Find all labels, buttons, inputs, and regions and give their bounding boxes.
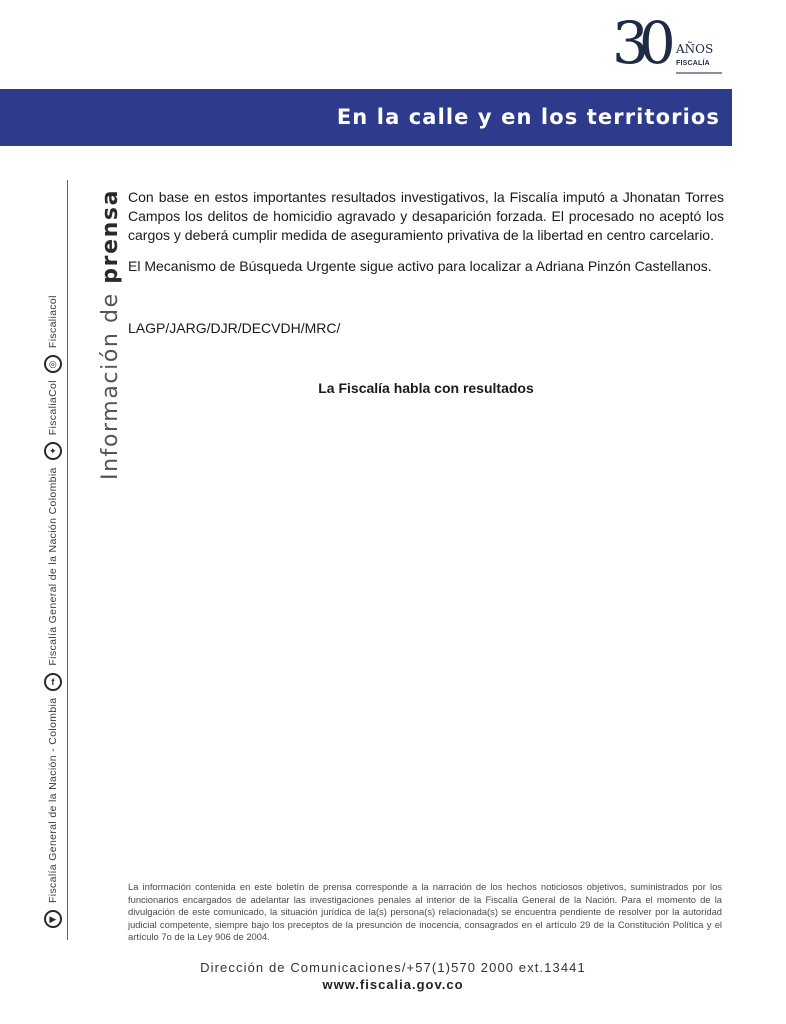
body-paragraph-1: Con base en estos importantes resultados investigativos, la Fiscalía imputó a Jhonatan Torres Campos los delitos de homicidio agravado y desaparición forzada. El procesado no aceptó los cargos y deberá cumplir medida de aseguramiento privativa de la libertad en centro carcelario.	[128, 189, 724, 243]
footer-website[interactable]: www.fiscalia.gov.co	[322, 977, 464, 992]
sidebar-text-3: FiscaliaCol	[47, 380, 59, 436]
footer-contact: Dirección de Comunicaciones/+57(1)570 2000 ext.13441	[200, 960, 586, 975]
facebook-icon[interactable]: f	[44, 673, 62, 691]
instagram-icon[interactable]: ◎	[44, 355, 62, 373]
logo-number: 30	[612, 9, 666, 77]
logo-brand: FISCALÍA	[676, 60, 710, 67]
reference-code: LAGP/JARG/DJR/DECVDH/MRC/	[128, 320, 341, 336]
social-sidebar	[44, 295, 62, 935]
sidebar-text-1: Fiscalía General de la Nación - Colombia	[47, 697, 59, 903]
twitter-icon[interactable]: ✦	[44, 442, 62, 460]
press-body	[128, 188, 724, 288]
section-label-light: Información de	[98, 292, 123, 480]
header-banner	[0, 89, 732, 146]
anniversary-logo	[612, 9, 724, 84]
banner-title: En la calle y en los territorios	[336, 105, 720, 129]
section-label-bold: prensa	[98, 188, 123, 284]
logo-anos: AÑOS	[676, 42, 714, 56]
sidebar-text-2: Fiscalía General de la Nación Colombia	[47, 467, 59, 666]
motto: La Fiscalía habla con resultados	[318, 380, 534, 396]
body-paragraph-2: El Mecanismo de Búsqueda Urgente sigue activo para localizar a Adriana Pinzón Castellanos.	[128, 258, 712, 274]
legal-disclaimer: La información contenida en este boletín de prensa corresponde a la narración de los hechos noticiosos objetivos, suministrados por los funcionarios encargados de adelantar las investigaciones penales al interior de la Fiscalía General de la Nación. Para el momento de la divulgación de este comunicado, la situación jurídica de la(s) persona(s) relacionada(s) se encuentra pendiente de resolver por la autoridad judicial competente, siempre bajo los preceptos de la presunción de inocencia, consagrados en el artículo 29 de la Constitución Política y el artículo 7o de la Ley 906 de 2004.	[128, 881, 722, 942]
youtube-icon[interactable]: ▶	[44, 910, 62, 928]
sidebar-divider	[67, 180, 68, 940]
logo-underline	[676, 72, 722, 74]
section-label	[98, 189, 123, 480]
sidebar-text-4: Fiscaliacol	[47, 295, 59, 349]
